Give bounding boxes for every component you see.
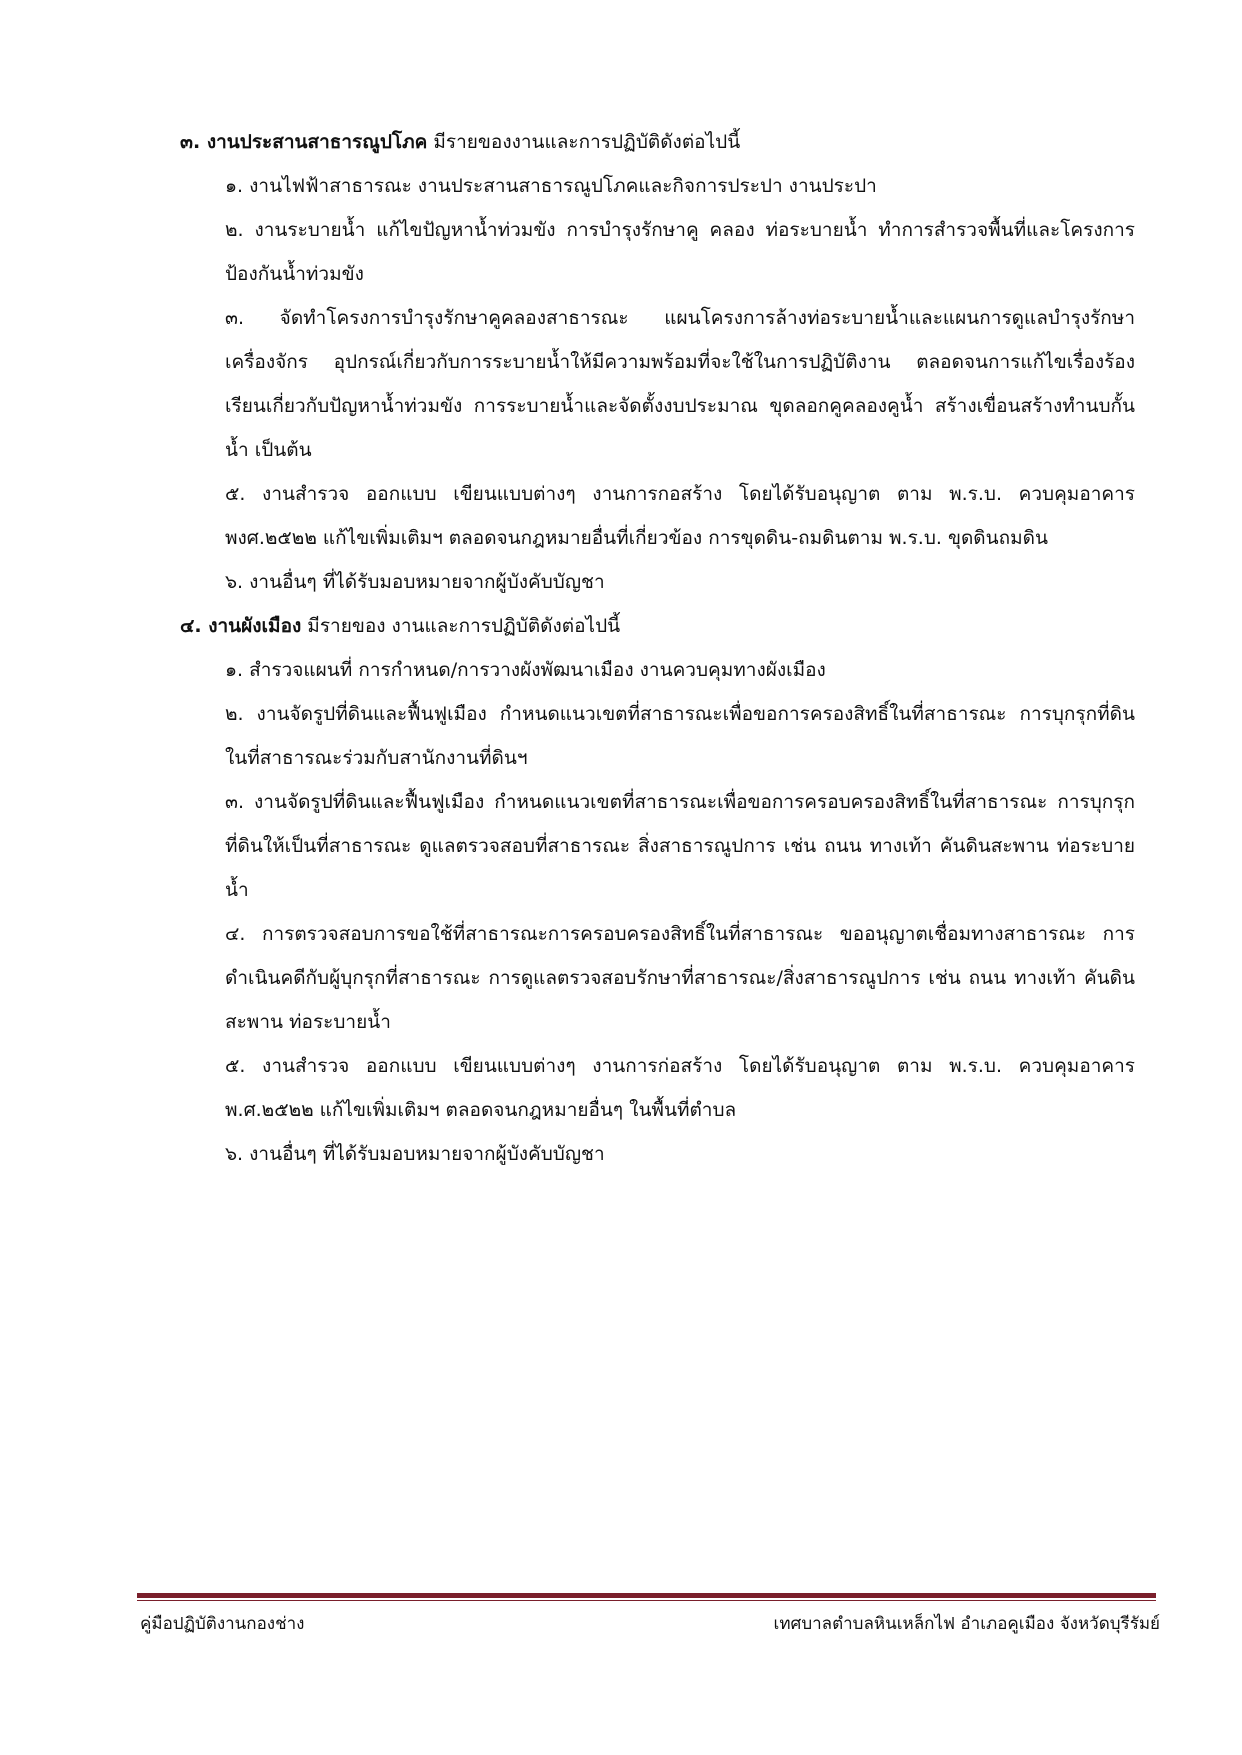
section-intro: มีรายของงานและการปฏิบัติดังต่อไปนี้ <box>427 131 741 153</box>
section-heading-utilities <box>155 120 1135 164</box>
section-intro: มีรายของ งานและการปฏิบัติดังต่อไปนี้ <box>301 615 621 637</box>
list-item: ๑. สำรวจแผนที่ การกำหนด/การวางผังพัฒนาเมือง งานควบคุมทางผังเมือง <box>225 659 826 681</box>
footer-manual-title: คู่มือปฏิบัติงานกองช่าง <box>140 1614 305 1634</box>
footer-divider-thin <box>137 1600 1156 1601</box>
list-item: ๑. งานไฟฟ้าสาธารณะ งานประสานสาธารณูปโภคและกิจการประปา งานประปา <box>225 175 877 197</box>
document-body <box>155 120 1135 1176</box>
list-item: ๓. งานจัดรูปที่ดินและฟื้นฟูเมือง กำหนดแนวเขตที่สาธารณะเพื่อขอการครอบครองสิทธิ์ในที่สาธารณะ การบุกรุกที่ดินให้เป็นที่สาธารณะ ดูแลตรวจสอบที่สาธารณะ สิ่งสาธารณูปการ เช่น ถนน ทางเท้า คันดินสะพาน ท่อระบายน้ำ <box>225 791 1135 901</box>
section-title: ๔. งานผังเมือง <box>180 615 302 637</box>
list-item: ๒. งานระบายน้ำ แก้ไขปัญหาน้ำท่วมขัง การบำรุงรักษาคู คลอง ท่อระบายน้ำ ทำการสำรวจพื้นที่และโครงการป้องกันน้ำท่วมขัง <box>225 219 1135 285</box>
footer-organization: เทศบาลตำบลหินเหล็กไฟ อำเภอคูเมือง จังหวัดบุรีรัมย์ <box>773 1614 1160 1634</box>
list-item: ๕. งานสำรวจ ออกแบบ เขียนแบบต่างๆ งานการกอสร้าง โดยได้รับอนุญาต ตาม พ.ร.บ. ควบคุมอาคาร พงศ.๒๕๒๒ แก้ไขเพิ่มเติมฯ ตลอดจนกฎหมายอื่นที่เกี่ยวข้อง การขุดดิน-ถมดินตาม พ.ร.บ. ขุดดินถมดิน <box>225 483 1135 549</box>
list-item: ๕. งานสำรวจ ออกแบบ เขียนแบบต่างๆ งานการก่อสร้าง โดยได้รับอนุญาต ตาม พ.ร.บ. ควบคุมอาคาร พ.ศ.๒๕๒๒ แก้ไขเพิ่มเติมฯ ตลอดจนกฎหมายอื่นๆ ในพื้นที่ตำบล <box>225 1055 1135 1121</box>
list-item: ๓. จัดทำโครงการบำรุงรักษาคูคลองสาธารณะ แผนโครงการล้างท่อระบายน้ำและแผนการดูแลบำรุงรักษา เครื่องจักร อุปกรณ์เกี่ยวกับการระบายน้ำให้มีความพร้อมที่จะใช้ในการปฏิบัติงาน ตลอดจนการแก้ไขเรื่องร้องเรียนเกี่ยวกับปัญหาน้ำท่วมขัง การระบายน้ำและจัดตั้งงบประมาณ ขุดลอกคูคลองคูน้ำ สร้างเขื่อนสร้างทำนบกั้นน้ำ เป็นต้น <box>225 307 1135 461</box>
footer-divider <box>137 1593 1156 1598</box>
list-item: ๒. งานจัดรูปที่ดินและฟื้นฟูเมือง กำหนดแนวเขตที่สาธารณะเพื่อขอการครองสิทธิ์ในที่สาธารณะ การบุกรุกที่ดินในที่สาธารณะร่วมกับสานักงานที่ดินฯ <box>225 703 1135 769</box>
list-item: ๔. การตรวจสอบการขอใช้ที่สาธารณะการครอบครองสิทธิ์ในที่สาธารณะ ขออนุญาตเชื่อมทางสาธารณะ การดำเนินคดีกับผู้บุกรุกที่สาธารณะ การดูแลตรวจสอบรักษาที่สาธารณะ/สิ่งสาธารณูปการ เช่น ถนน ทางเท้า คันดินสะพาน ท่อระบายน้ำ <box>225 923 1135 1033</box>
section-heading-town-planning <box>155 604 1135 648</box>
section-title: ๓. งานประสานสาธารณูปโภค <box>180 131 428 153</box>
list-item: ๖. งานอื่นๆ ที่ได้รับมอบหมายจากผู้บังคับบัญชา <box>225 1143 605 1165</box>
list-item: ๖. งานอื่นๆ ที่ได้รับมอบหมายจากผู้บังคับบัญชา <box>225 571 605 593</box>
